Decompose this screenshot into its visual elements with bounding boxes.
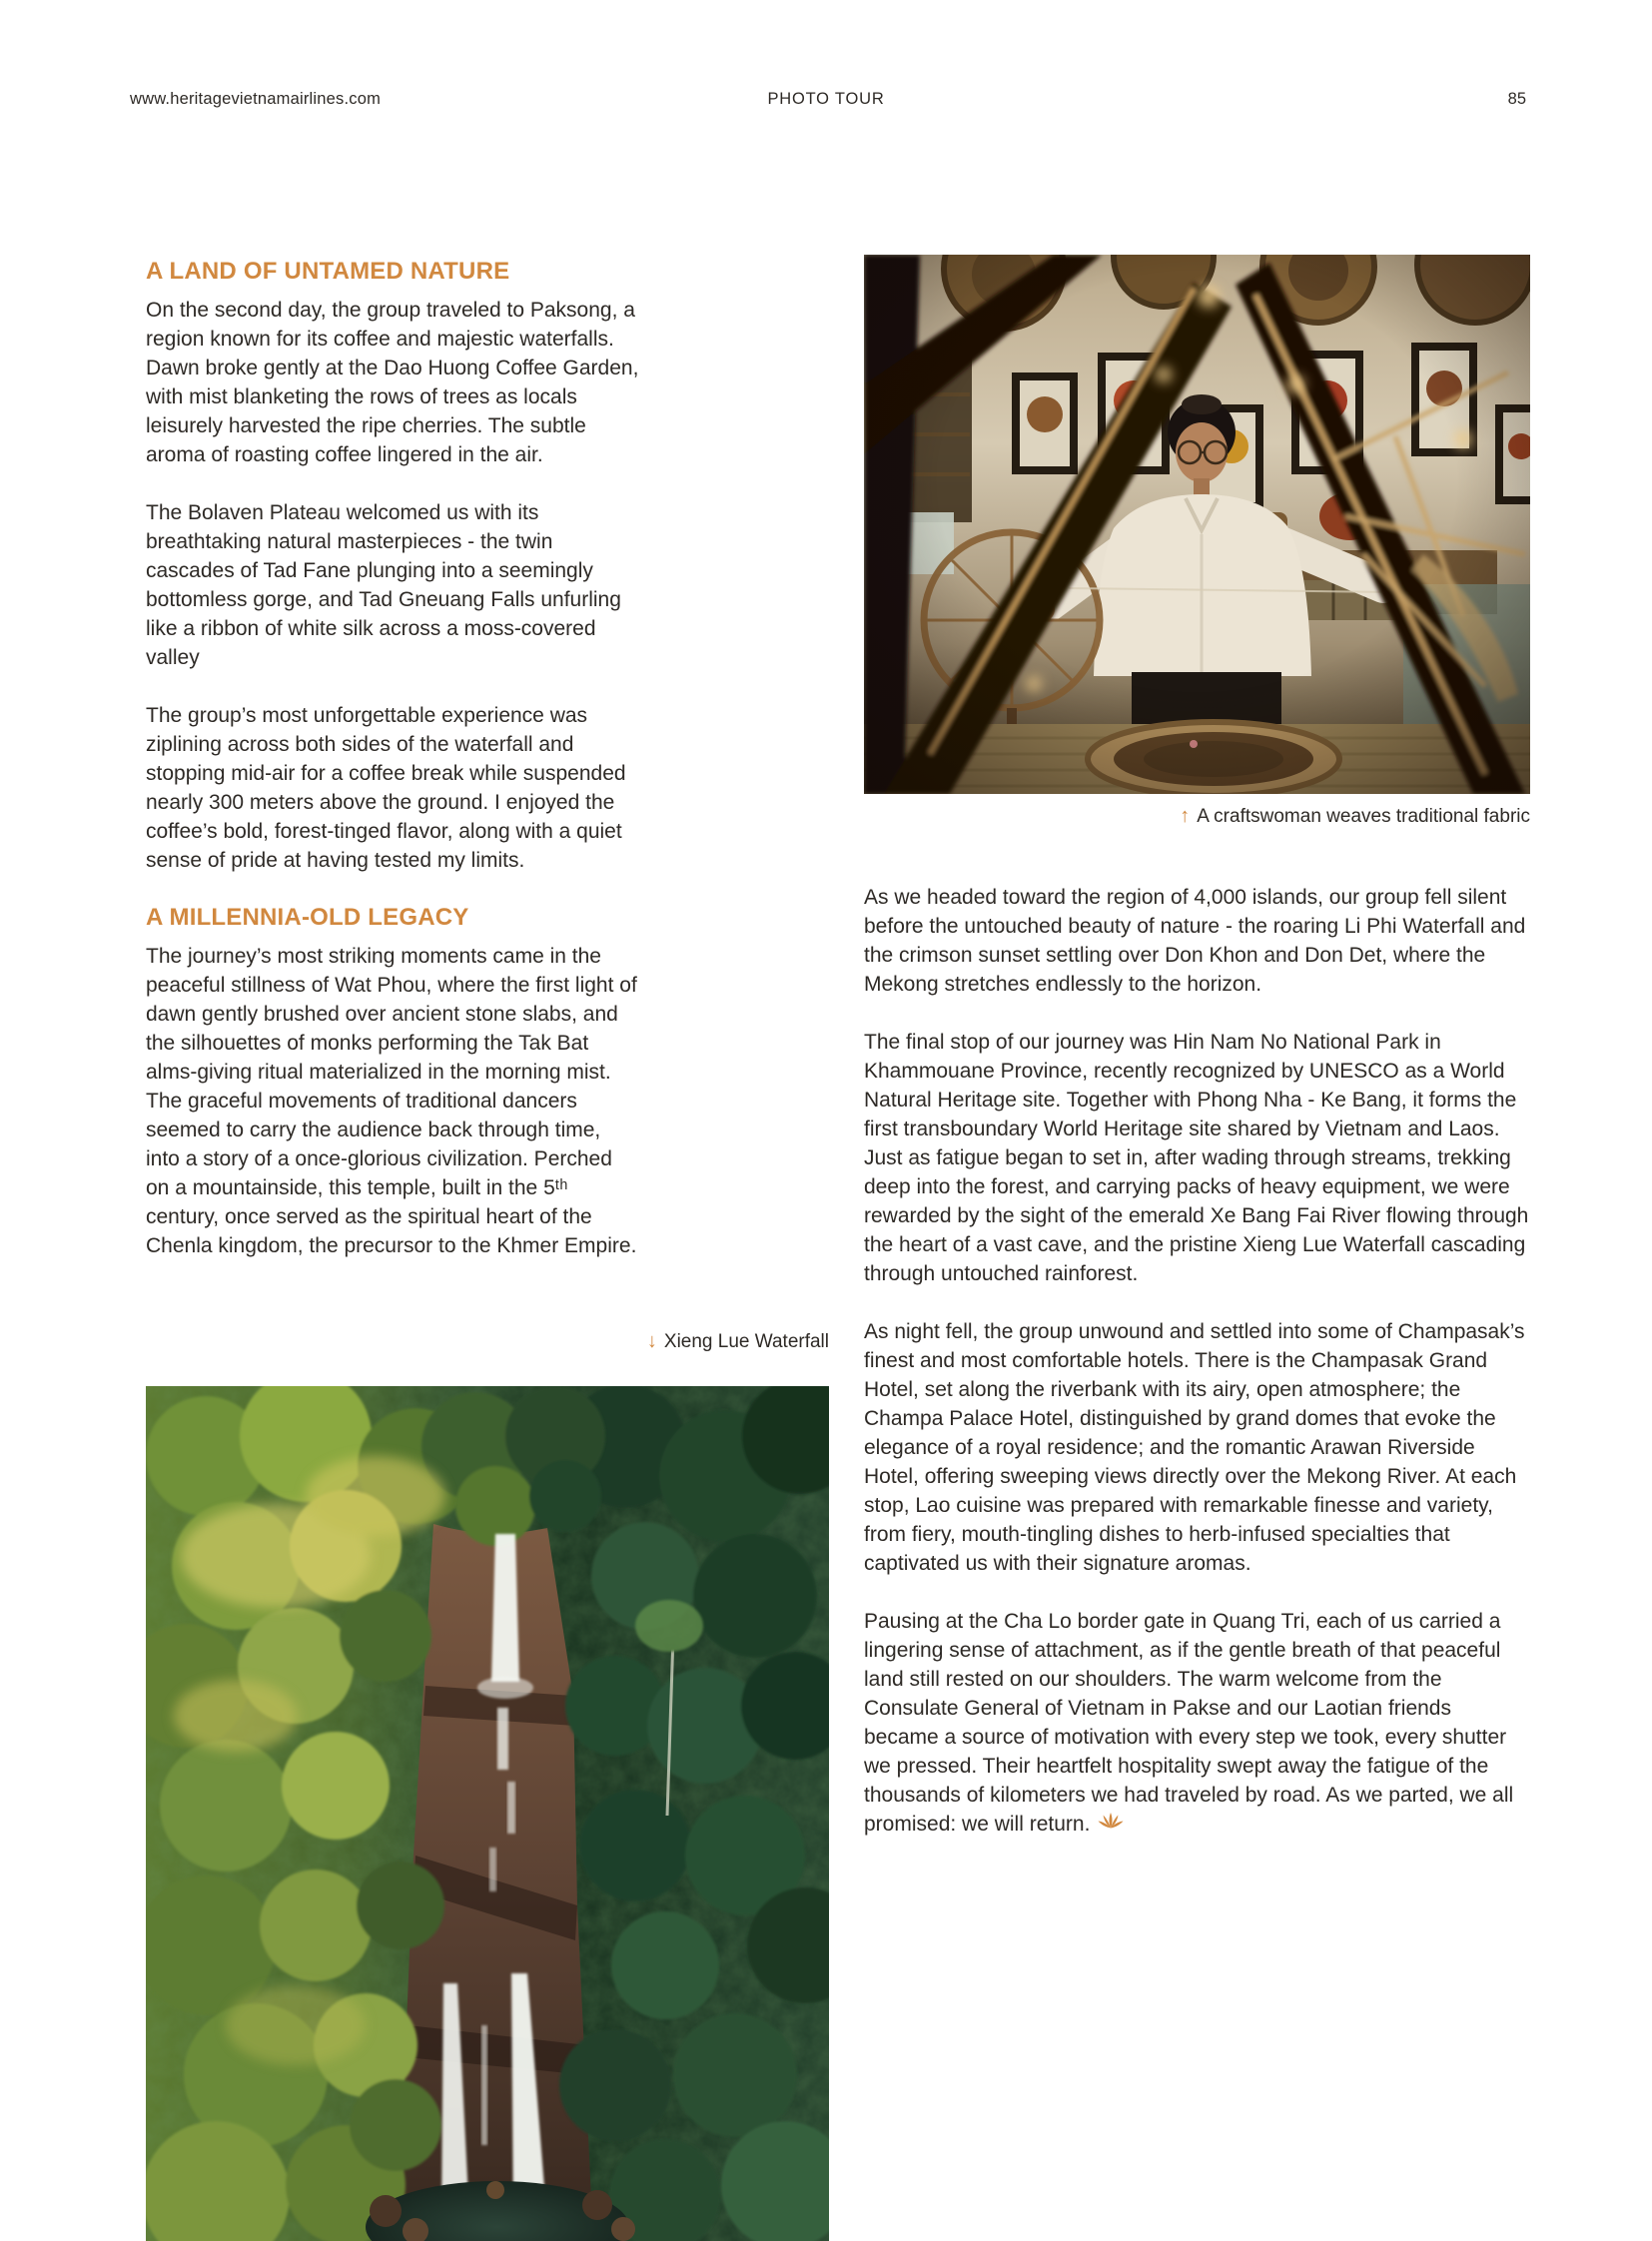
craftswoman-caption	[864, 805, 1530, 828]
paragraph: As night fell, the group unwound and settled into some of Champasak’s finest and most comfortable hotels. There is the Champasak Grand Hotel, set along the riverbank with its airy, open atmosphere; the Champa Palace Hotel, distinguished by grand domes that evoke the elegance of a royal residence; and the romantic Arawan Riverside Hotel, offering sweeping views directly over the Mekong River. At each stop, Lao cuisine was prepared with remarkable finesse and variety, from fiery, mouth-tingling dishes to herb-infused specialties that captivated us with their signature aromas.	[864, 1320, 1525, 1575]
waterfall-caption	[146, 1330, 829, 1353]
website-url: www.heritagevietnamairlines.com	[130, 90, 382, 108]
heading-untamed-nature: A LAND OF UNTAMED NATURE	[146, 258, 510, 285]
heading-millennia-legacy: A MILLENNIA-OLD LEGACY	[146, 904, 469, 931]
closing-paragraph	[864, 1607, 1531, 1839]
section-title: PHOTO TOUR	[767, 90, 885, 108]
up-arrow-icon: ↑	[1180, 805, 1191, 827]
waterfall-illustration	[146, 1386, 829, 2241]
paragraph: On the second day, the group traveled to Paksong, a region known for its coffee and majestic waterfalls. Dawn broke gently at the Dao Huong Coffee Garden, with mist blanketing the rows of trees as locals leisurely harvested the ripe cherries. The subtle aroma of roasting coffee lingered in the air.	[146, 299, 639, 466]
right-column	[864, 883, 1531, 1839]
paragraph-text: Pausing at the Cha Lo border gate in Quang Tri, each of us carried a lingering sense of attachment, as if the gentle breath of that peaceful land still rested on our shoulders. The warm welcome from the Consulate General of Vietnam in Pakse and our Laotian friends became a source of motivation with every step we took, every shutter we pressed. Their heartfelt hospitality swept away the fatigue of the thousands of kilometers we had traveled by road. As we parted, we all promised: we will return.	[864, 1610, 1514, 1836]
left-column	[146, 258, 639, 1260]
caption-text: Xieng Lue Waterfall	[663, 1331, 829, 1352]
paragraph: The journey’s most striking moments came in the peaceful stillness of Wat Phou, where the first light of dawn gently brushed over ancient stone slabs, and the silhouettes of monks performing the Tak Bat alms-giving ritual materialized in the morning mist. The graceful movements of traditional dancers seemed to carry the audience back through time, into a story of a once-glorious civilization. Perched on a mountainside, this temple, built in the 5ᵗʰ century, once served as the spiritual heart of the Chenla kingdom, the precursor to the Khmer Empire.	[146, 945, 637, 1257]
down-arrow-icon: ↓	[646, 1330, 657, 1352]
paragraph: The final stop of our journey was Hin Nam No National Park in Khammouane Province, recently recognized by UNESCO as a World Natural Heritage site. Together with Phong Nha - Ke Bang, it forms the first transboundary World Heritage site shared by Vietnam and Laos. Just as fatigue began to set in, after wading through streams, trekking deep into the forest, and carrying packs of heavy equipment, we were rewarded by the sight of the emerald Xe Bang Fai River flowing through the heart of a vast cave, and the pristine Xieng Lue Waterfall cascading through untouched rainforest.	[864, 1031, 1529, 1285]
lotus-icon	[1098, 1810, 1124, 1839]
waterfall-photo	[146, 1386, 829, 2241]
paragraph: The Bolaven Plateau welcomed us with its breathtaking natural masterpieces - the twin cascades of Tad Fane plunging into a seemingly bottomless gorge, and Tad Gneuang Falls unfurling like a ribbon of white silk across a moss-covered valley	[146, 501, 621, 669]
page-number: 85	[1507, 90, 1526, 108]
caption-text: A craftswoman weaves traditional fabric	[1197, 806, 1530, 827]
craftswoman-photo	[864, 255, 1530, 794]
paragraph: As we headed toward the region of 4,000 islands, our group fell silent before the untouched beauty of nature - the roaring Li Phi Waterfall and the crimson sunset settling over Don Khon and Don Det, where the Mekong stretches endlessly to the horizon.	[864, 886, 1526, 996]
paragraph: The group’s most unforgettable experience was ziplining across both sides of the waterfall and stopping mid-air for a coffee break while suspended nearly 300 meters above the ground. I enjoyed the coffee’s bold, forest-tinged flavor, along with a quiet sense of pride at having tested my limits.	[146, 704, 626, 872]
craftswoman-illustration	[864, 255, 1530, 794]
